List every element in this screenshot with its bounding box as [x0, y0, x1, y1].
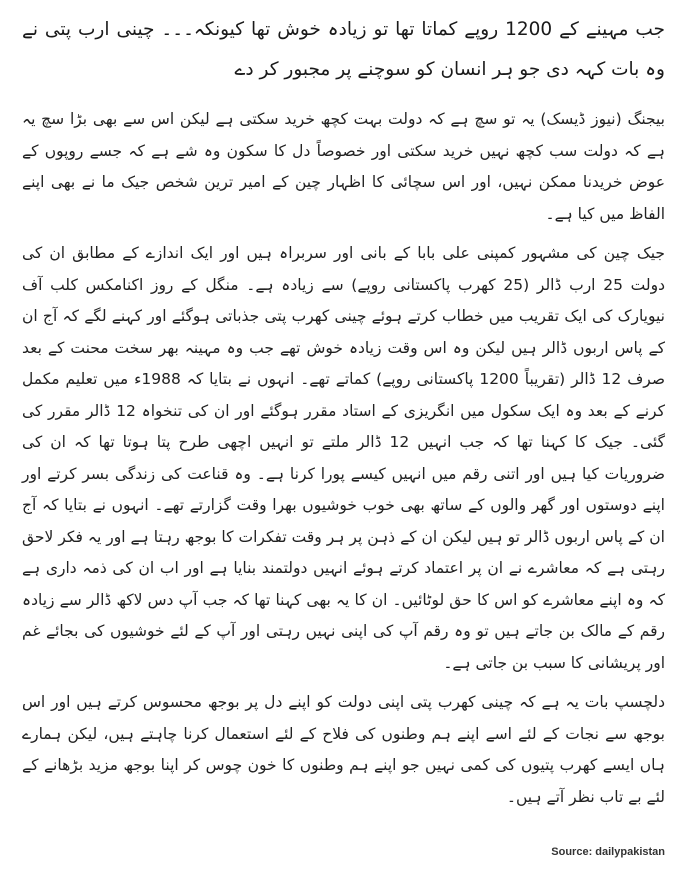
article-body [22, 10, 665, 821]
article-paragraph-intro: بیجنگ (نیوز ڈیسک) یہ تو سچ ہے کہ دولت بہت کچھ خرید سکتی ہے لیکن اس سے بھی بڑا سچ یہ ہے کہ دولت سب کچھ نہیں خرید سکتی اور خصوصاً دل کا سکون وہ شے ہے کہ جسے روپوں کے عوض خریدنا ممکن نہیں، اور اس سچائی کا اظہار چین کے امیر ترین شخص جیک ما نے بھی اپنے الفاظ میں کیا ہے۔ [22, 110, 665, 223]
article-paragraph-main: جیک چین کی مشہور کمپنی علی بابا کے بانی اور سربراہ ہیں اور ایک اندازے کے مطابق ان کی دولت 25 ارب ڈالر (25 کھرب پاکستانی روپے) سے زیادہ ہے۔ منگل کے روز اکنامکس کلب آف نیویارک کی ایک تقریب میں خطاب کرتے ہوئے چینی کھرب پتی جذباتی ہوگئے اور کہنے لگے کہ آج ان کے پاس اربوں ڈالر ہیں لیکن وہ اس وقت زیادہ خوش تھے جب وہ مہینہ بھر سخت محنت کے بعد صرف 12 ڈالر (تقریباً 1200 پاکستانی روپے) کماتے تھے۔ انہوں نے بتایا کہ 1988ء میں تعلیم مکمل کرنے کے بعد وہ ایک سکول میں انگریزی کے استاد مقرر ہوگئے اور ان کی تنخواہ 12 ڈالر مقرر کی گئی۔ جیک کا کہنا تھا کہ جب انہیں 12 ڈالر ملتے تو انہیں اچھی طرح پتا ہوتا تھا کہ ان کی ضروریات کیا ہیں اور اتنی رقم میں انہیں کیسے پورا کرنا ہے۔ وہ قناعت کی زندگی بسر کرتے اور اپنے دوستوں اور گھر والوں کے ساتھ بھی خوب خوشیوں بھرا وقت گزارتے تھے۔ انہوں نے بتایا کہ آج ان کے پاس اربوں ڈالر تو ہیں لیکن ان کے ذہن پر ہر وقت تفکرات کا بوجھ رہتا ہے اور یہ فکر لاحق رہتی ہے کہ معاشرے نے ان پر اعتماد کرتے ہوئے انہیں دولتمند بنایا ہے اور اب ان کی ذمہ داری ہے کہ وہ اپنے معاشرے کو اس کا حق لوٹائیں۔ ان کا یہ بھی کہنا تھا کہ جب آپ دس لاکھ ڈالر سے زیادہ رقم کے مالک بن جاتے ہیں تو وہ رقم آپ کی اپنی نہیں رہتی اور آپ کے لئے خوشیوں کی بجائے غم اور پریشانی کا سبب بن جاتی ہے۔ [22, 244, 666, 672]
source-credit: Source: dailypakistan [551, 846, 665, 858]
article-paragraph-closing: دلچسپ بات یہ ہے کہ چینی کھرب پتی اپنی دولت کو اپنے دل پر بوجھ محسوس کرتے ہیں اور اس بوجھ سے نجات کے لئے اسے اپنے ہم وطنوں کی فلاح کے لئے استعمال کرنا چاہتے ہیں، لیکن ہمارے ہاں ایسے کھرب پتیوں کی کمی نہیں جو اپنے ہم وطنوں کا خون چوس کر اپنا بوجھ مزید بڑھانے کے لئے بے تاب نظر آتے ہیں۔ [22, 693, 665, 806]
article-headline: جب مہینے کے 1200 روپے کماتا تھا تو زیادہ خوش تھا کیونکہ۔۔۔ چینی ارب پتی نے وہ بات کہہ دی جو ہر انسان کو سوچنے پر مجبور کر دے [22, 19, 665, 80]
